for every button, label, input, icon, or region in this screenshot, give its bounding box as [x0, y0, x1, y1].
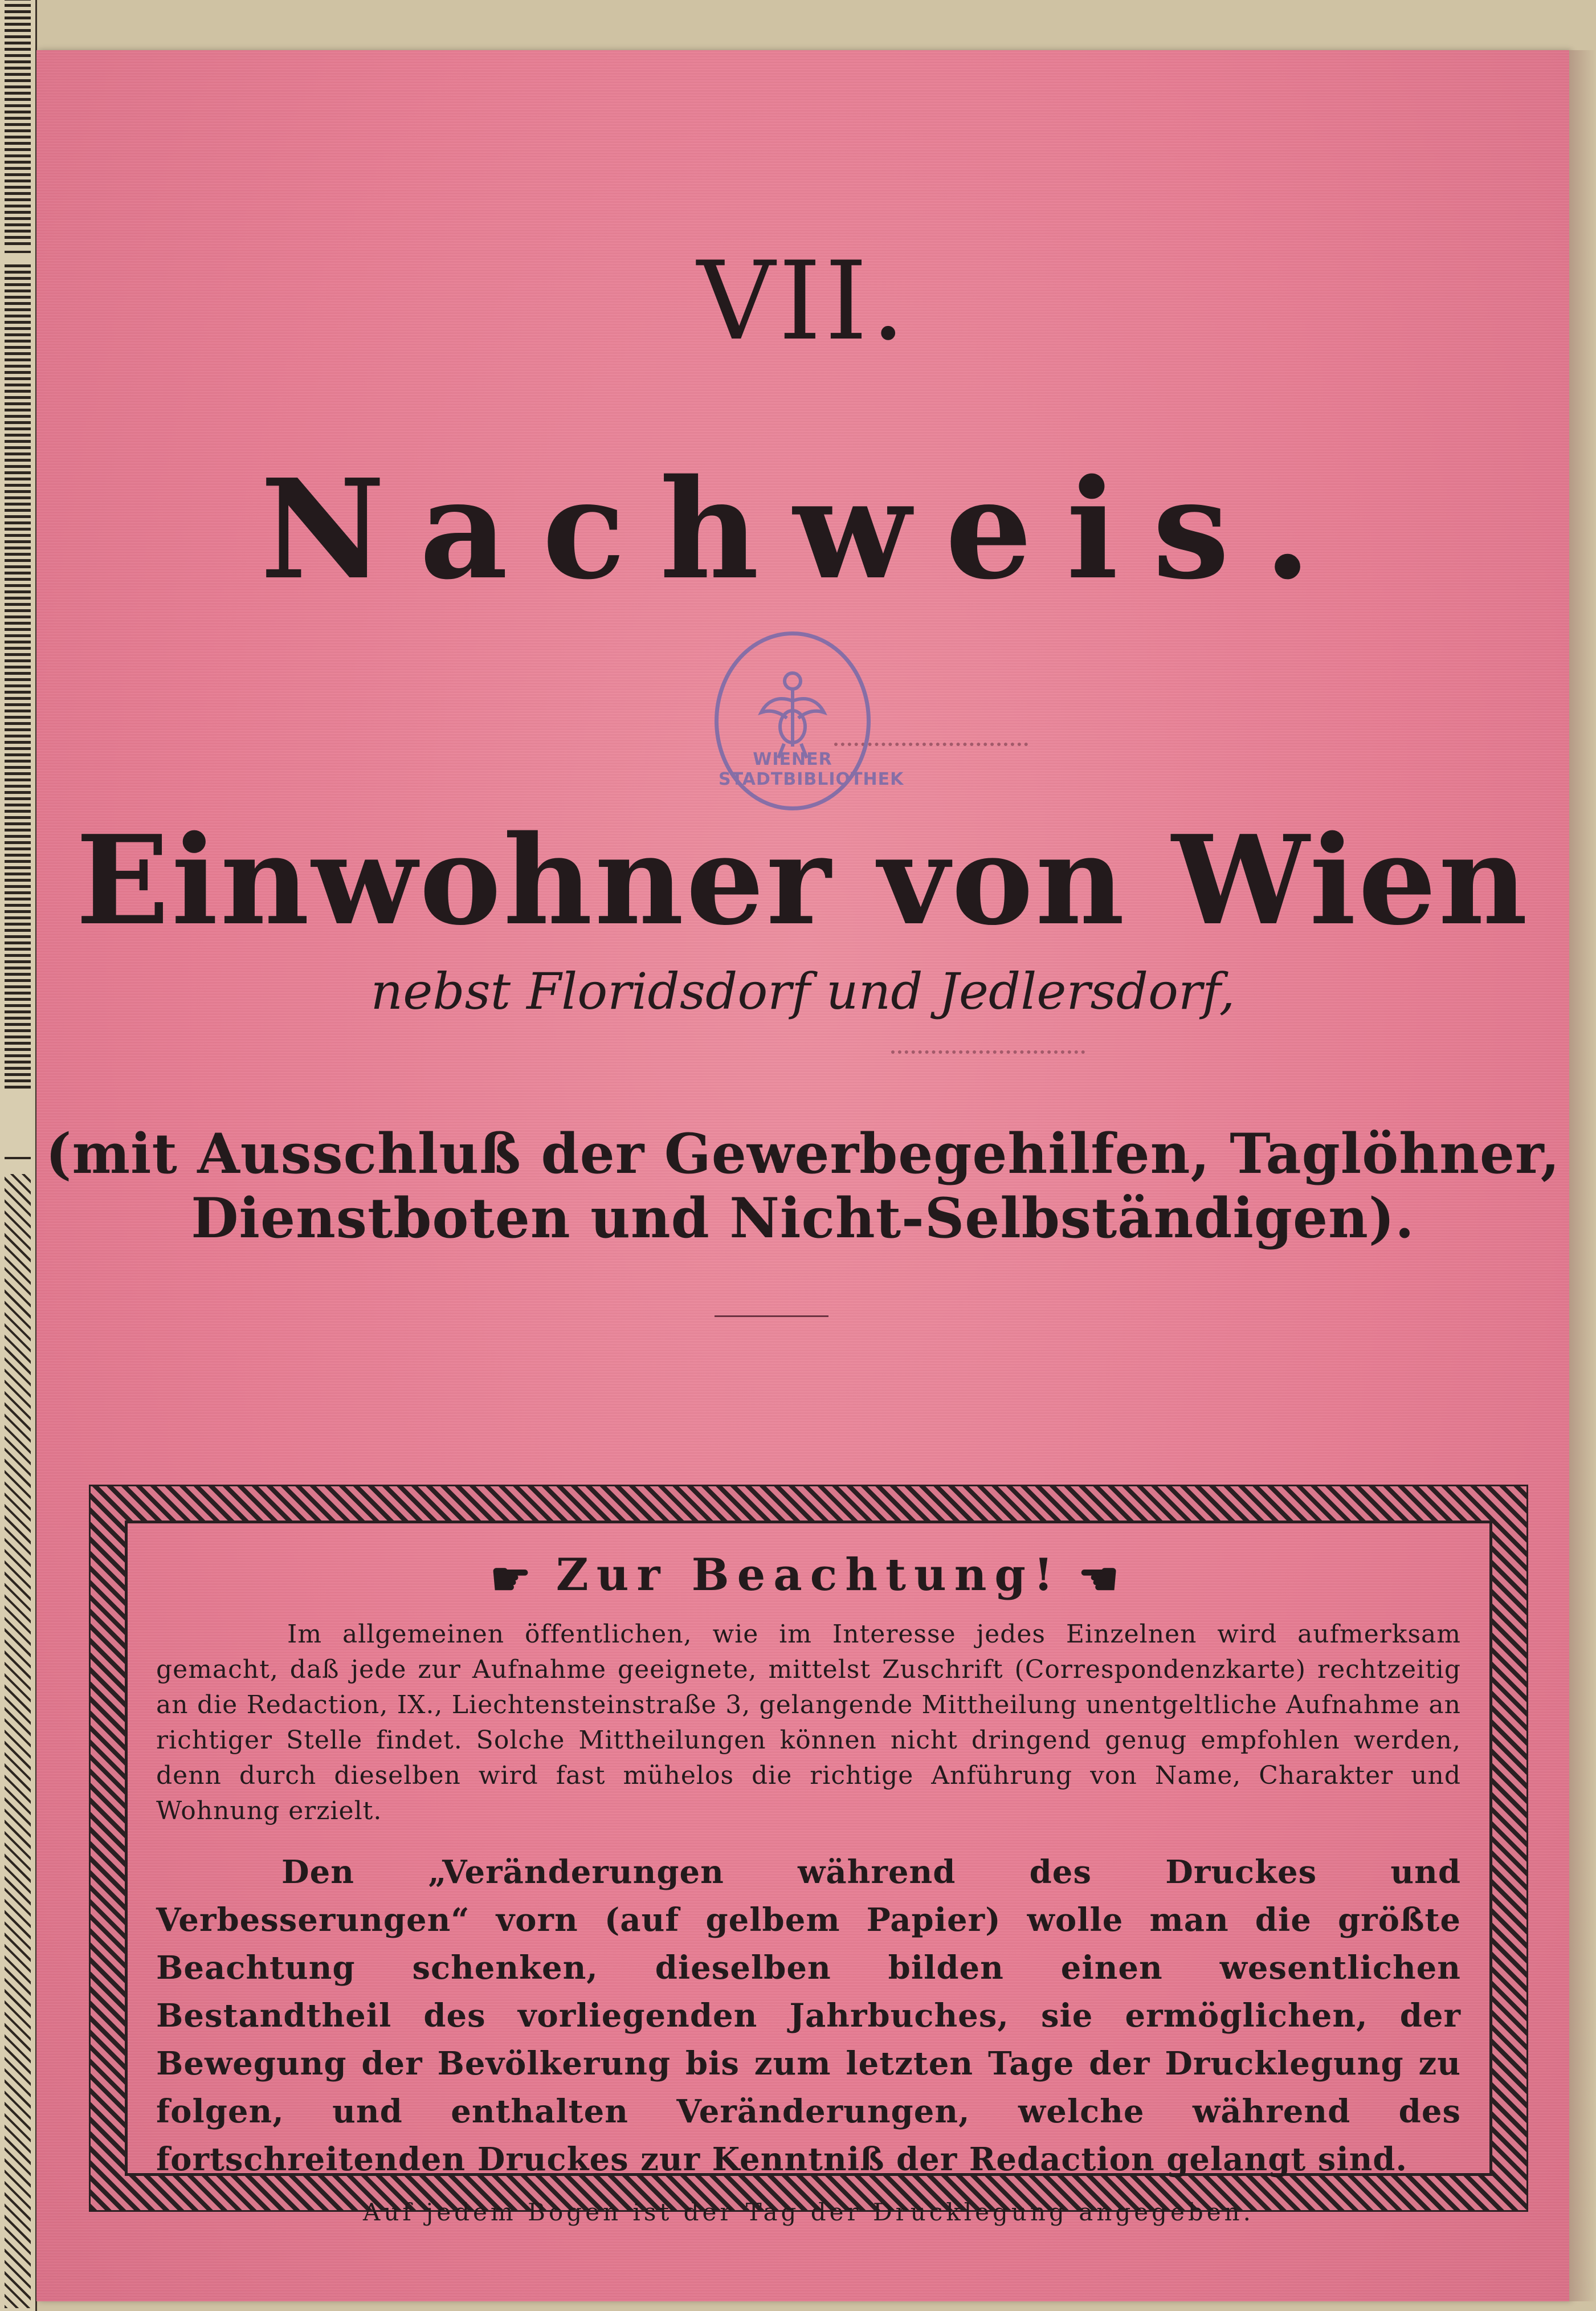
scope-note: (mit Ausschluß der Gewerbegehilfen, Taglöhner, Dienstboten und Nicht-Selbständigen). — [46, 1122, 1560, 1250]
stamp-text: WIENER STADTBIBLIOTHEK — [719, 749, 904, 789]
pointing-hand-left-icon: ☚ — [1078, 1551, 1127, 1605]
section-numeral: VII. — [697, 238, 909, 364]
notice-paragraph-2: Den „Veränderungen während des Druckes und Verbesserungen“ vorn (auf gelbem Papier) wolle man die größte Beachtung schenken, dieselben bilden einen wesentlichen Bestandtheil des vorliegenden Jahrbuches, sie ermöglichen, der Bewegung der Bevölkerung bis zum letzten Tage der Drucklegung zu folgen, und enthalten Veränderungen, welche während des fortschreitenden Druckes zur Kenntniß der Redaction gelangt sind. — [156, 1853, 1461, 2178]
divider — [715, 1315, 828, 1317]
subject-heading: Einwohner von Wien — [76, 808, 1530, 952]
dotted-rule — [891, 1050, 1085, 1054]
page-edge — [1569, 50, 1596, 2301]
pointing-hand-right-icon: ☛ — [490, 1551, 539, 1605]
library-stamp — [715, 631, 904, 810]
page-title: Nachweis. — [260, 449, 1346, 610]
binding-ornament — [5, 262, 31, 1089]
notice-paragraph-3: Auf jedem Bogen ist der Tag der Drucklegung angegeben. — [363, 2198, 1254, 2226]
notice-box — [156, 1549, 1461, 2226]
binding-ornament — [5, 1174, 31, 2308]
notice-heading: Zur Beachtung! — [556, 1549, 1062, 1601]
notice-paragraph-1: Im allgemeinen öffentlichen, wie im Interesse jedes Einzelnen wird aufmerksam gemacht, daß jede zur Aufnahme geeignete, mittelst Zuschrift (Correspondenzkarte) rechtzeitig an die Redaction, IX., Liechtensteinstraße 3, gelangende Mittheilung unentgeltliche Aufnahme an richtiger Stelle findet. Solche Mittheilungen können nicht dringend genug empfohlen werden, denn durch dieselben wird fast mühelos die richtige Anführung von Name, Charakter und Wohnung erzielt. — [156, 1619, 1461, 1825]
title-page — [36, 50, 1569, 2301]
notice-heading-row — [156, 1549, 1461, 1605]
book-binding — [0, 0, 37, 2311]
binding-ornament — [5, 0, 31, 245]
subject-subline: nebst Floridsdorf und Jedlersdorf, — [370, 962, 1235, 1021]
binding-rule — [5, 1157, 31, 1159]
binding-rule — [5, 251, 31, 253]
